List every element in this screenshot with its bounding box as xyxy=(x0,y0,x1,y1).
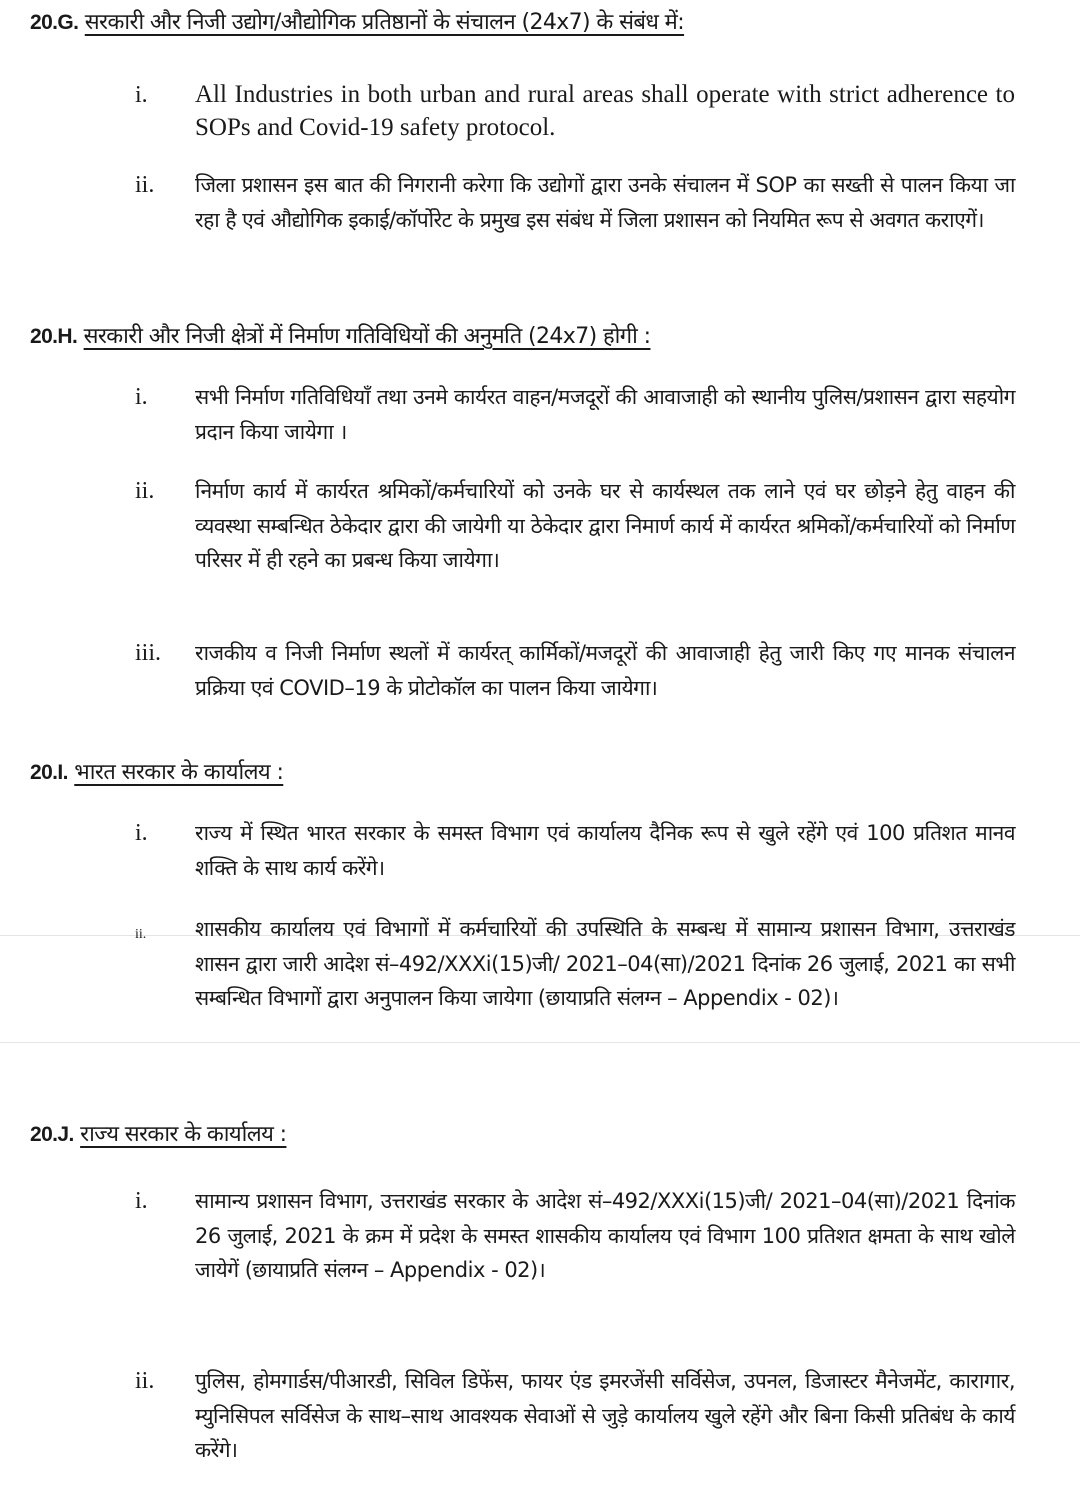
item-text: All Industries in both urban and rural areas shall operate with strict adherence to SOPs and Covid-19 safety protocol. xyxy=(195,81,1015,141)
item-text: राजकीय व निजी निर्माण स्थलों में कार्यरत् कार्मिकों/मजदूरों की आवाजाही हेतु जारी किए गए मानक संचालन प्रक्रिया एवं COVID–19 के प्रोटोकॉल का पालन किया जायेगा। xyxy=(195,641,1015,700)
section-title: भारत सरकार के कार्यालय : xyxy=(74,760,284,785)
item-marker: i. xyxy=(135,384,148,410)
item-text: जिला प्रशासन इस बात की निगरानी करेगा कि उद्योगों द्वारा उनके संचालन में SOP का सख्ती से पालन किया जा रहा है एवं औद्योगिक इकाई/कॉर्पोरेट के प्रमुख इस संबंध में जिला प्रशासन को नियमित रूप से अवगत कराएगें। xyxy=(195,173,1015,232)
section-number: 20.I. xyxy=(30,761,68,784)
section-title: राज्य सरकार के कार्यालय : xyxy=(80,1122,287,1147)
item-text: शासकीय कार्यालय एवं विभागों में कर्मचारियों की उपस्थिति के सम्बन्ध में सामान्य प्रशासन विभाग, उत्तराखंड शासन द्वारा जारी आदेश सं–492/XXXi(15)जी/ 2021–04(सा)/2021 दिनांक 26 जुलाई, 2021 का सभी सम्बन्धित विभागों द्वारा अनुपालन किया जायेगा (छायाप्रति संलग्न – Appendix - 02)। xyxy=(195,917,1015,1010)
section-heading-20h xyxy=(30,322,650,352)
item-marker: iii. xyxy=(135,640,162,666)
item-text: सभी निर्माण गतिविधियाँ तथा उनमे कार्यरत वाहन/मजदूरों की आवाजाही को स्थानीय पुलिस/प्रशासन द्वारा सहयोग प्रदान किया जायेगा । xyxy=(195,385,1015,444)
item-marker: i. xyxy=(135,82,148,108)
section-title: सरकारी और निजी उद्योग/औद्योगिक प्रतिष्ठानों के संचालन (24x7) के संबंध में: xyxy=(84,10,685,35)
item-marker: i. xyxy=(135,820,148,846)
section-heading-20g xyxy=(30,8,684,38)
item-marker: ii. xyxy=(135,1368,155,1394)
section-heading-20j xyxy=(30,1120,286,1150)
section-title: सरकारी और निजी क्षेत्रों में निर्माण गतिविधियों की अनुमति (24x7) होगी : xyxy=(83,324,651,349)
item-text: निर्माण कार्य में कार्यरत श्रमिकों/कर्मचारियों को उनके घर से कार्यस्थल तक लाने एवं घर छोड़ने हेतु वाहन की व्यवस्था सम्बन्धित ठेकेदार द्वारा की जायेगी या ठेकेदार द्वारा निमार्ण कार्य में कार्यरत श्रमिकों/कर्मचारियों को निर्माण परिसर में ही रहने का प्रबन्ध किया जायेगा। xyxy=(195,479,1015,572)
item-text: राज्य में स्थित भारत सरकार के समस्त विभाग एवं कार्यालय दैनिक रूप से खुले रहेंगे एवं 100 प्रतिशत मानव शक्ति के साथ कार्य करेंगे। xyxy=(195,821,1015,880)
item-text: पुलिस, होमगार्डस/पीआरडी, सिविल डिफेंस, फायर एंड इमरजेंसी सर्विसेज, उपनल, डिजास्टर मैनेजमेंट, कारागार, म्युनिसिपल सर्विसेज के साथ–साथ आवश्यक सेवाओं से जुड़े कार्यालय खुले रहेंगे और बिना किसी प्रतिबंध के कार्य करेंगे। xyxy=(195,1369,1015,1462)
section-number: 20.G. xyxy=(30,11,79,34)
item-marker: i. xyxy=(135,1188,148,1214)
section-number: 20.H. xyxy=(30,325,78,348)
item-marker: ii. xyxy=(135,478,155,504)
scan-artifact-line xyxy=(0,1042,1080,1043)
section-number: 20.J. xyxy=(30,1123,74,1146)
item-marker: ii. xyxy=(135,927,147,942)
section-heading-20i xyxy=(30,758,283,788)
item-marker: ii. xyxy=(135,172,155,198)
item-text: सामान्य प्रशासन विभाग, उत्तराखंड सरकार के आदेश सं–492/XXXi(15)जी/ 2021–04(सा)/2021 दिनांक 26 जुलाई, 2021 के क्रम में प्रदेश के समस्त शासकीय कार्यालय एवं विभाग 100 प्रतिशत क्षमता के साथ खोले जायेगें (छायाप्रति संलग्न – Appendix - 02)। xyxy=(195,1189,1015,1282)
